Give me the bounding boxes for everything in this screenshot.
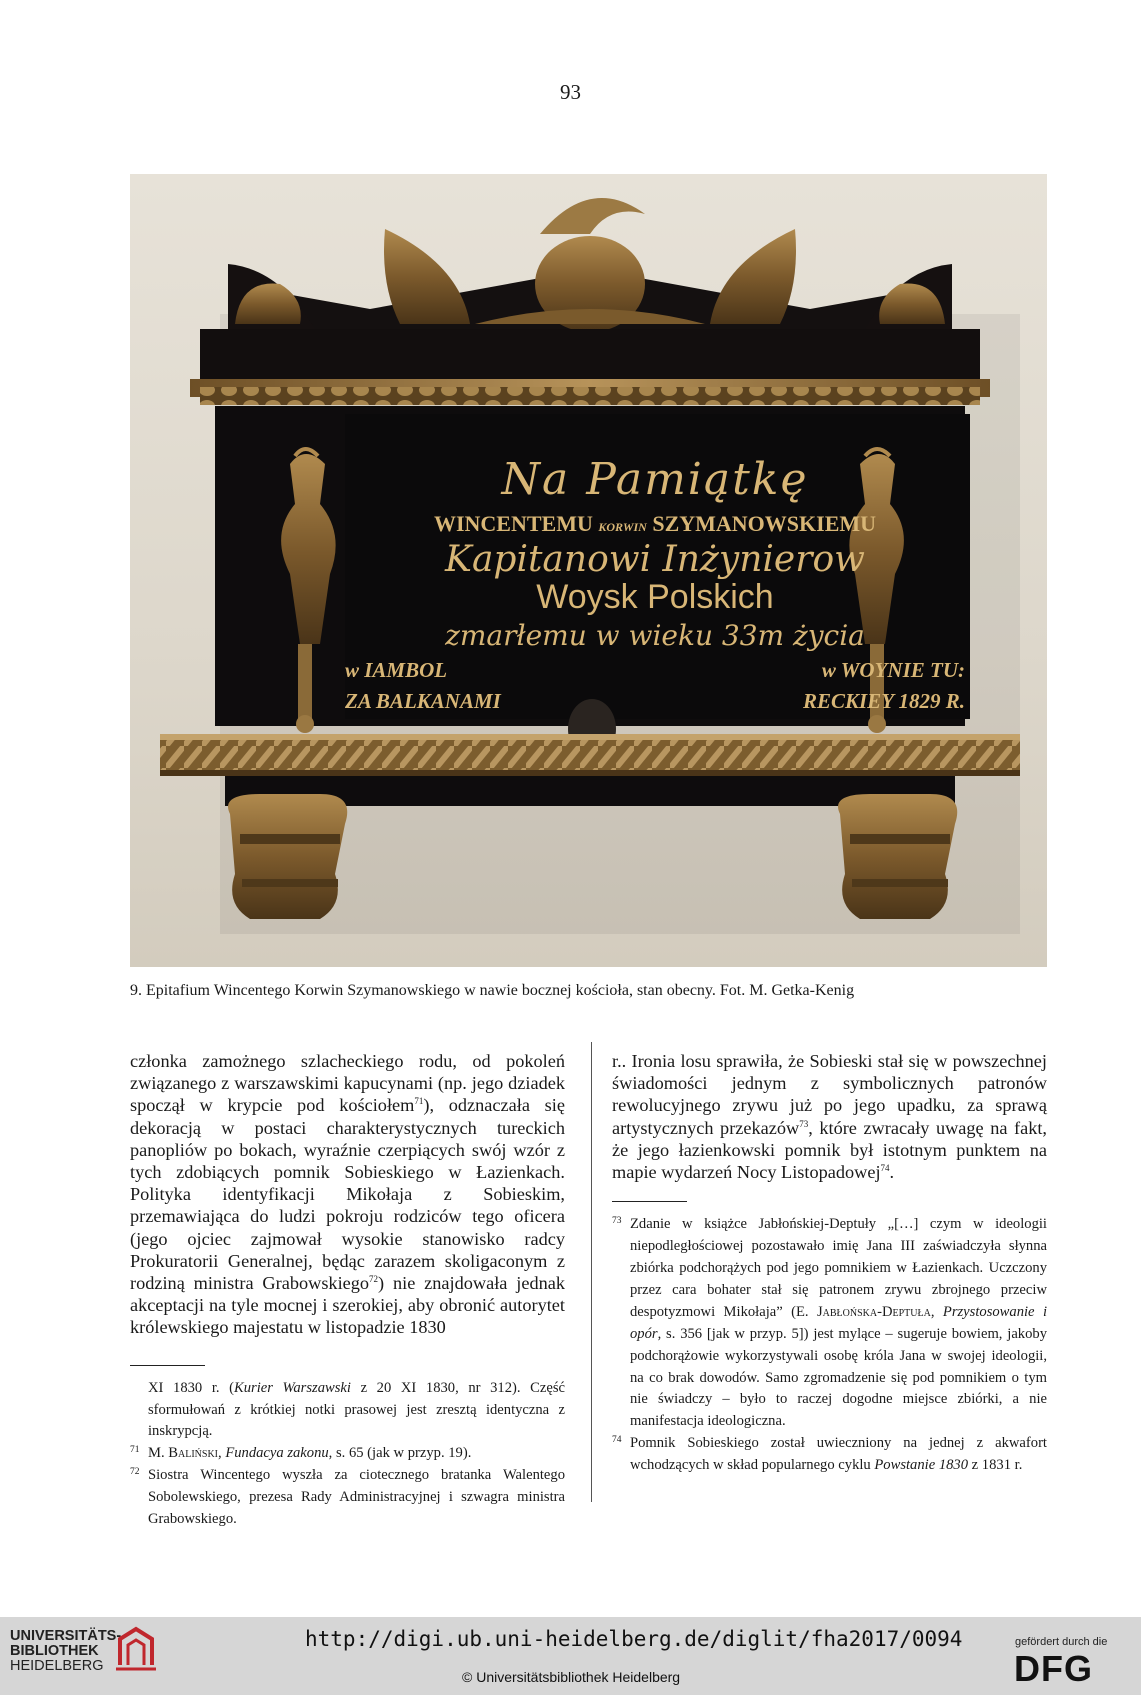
footnote-72: 72 Siostra Wincentego wyszła za ciotecznego bratanka Walentego Sobolewskiego, prezesa Rady Administracyjnej i szwagra ministra Grabowskiego.	[130, 1467, 565, 1528]
body-paragraph: r.. Ironia losu sprawiła, że Sobieski stał się w powszechnej świadomości jednym z symbolicznych patronów rewolucyjnego zrywu już po jego upadku, za sprawą artystycznych przekazów$^{73}$, które zwracały uwagę na fakt, że jego łazienkowski pomnik był istotnym punktem na mapie wydarzeń Nocy Listopadowej$^{74}$.	[612, 1051, 1047, 1183]
footer-bar	[0, 1617, 1141, 1695]
footnote-rule	[130, 1365, 205, 1366]
footnote-71: 71 M. Baliński, Fundacya zakonu, s. 65 (jak w przyp. 19).	[130, 1445, 472, 1462]
footnote-ref[interactable]: 74	[880, 1162, 890, 1173]
epitaph-photo	[130, 174, 1047, 967]
inscription-rank: Kapitanowi Inżynierow	[445, 539, 865, 580]
funding-label: gefördert durch die	[1015, 1636, 1108, 1648]
dfg-logo[interactable]: DFG	[1014, 1648, 1093, 1689]
copyright-text: © Universitätsbibliothek Heidelberg	[462, 1669, 681, 1685]
epitaph-inscription	[345, 454, 965, 714]
page-number: 93	[560, 80, 581, 104]
footnote-ref[interactable]: 71	[414, 1096, 424, 1107]
inscription-row-2: ZA BALKANAMI RECKIEY 1829 R.	[345, 689, 965, 713]
footnote-rule	[612, 1201, 687, 1202]
inscription-army: Woysk Polskich	[536, 578, 774, 616]
footnote-73: 73 Zdanie w książce Jabłońskiej-Deptuły „[…] czym w ideologii niepodległościowej pozostawało imię Jana III zaświadczyła słynna zbiórka podchorążych pod jego pomnikiem w Łazienkach. Uczczony przez cara bohater stał się patronem zrywu zbrojnego przeciw despotyzmowi Mikołaja” (E. Jabłońska-Deptuła, Przystosowanie i opór, s. 356 [jak w przyp. 5]) jest mylące – sugeruje bowiem, jakoby podchorążowie wykorzystywali osobę króla Jana w swojej ideologii, na co brak dowodów. Samo zgromadzenie się pod pomnikiem o tym nie świadczy – było to raczej dogodne miejsce zbiórki, a nie manifestacja ideologiczna.	[612, 1216, 1047, 1430]
left-column	[130, 1050, 565, 1531]
column-divider	[591, 1042, 592, 1502]
inscription-title: Na Pamiątkę	[501, 454, 809, 505]
footnote-ref[interactable]: 73	[799, 1118, 809, 1129]
inscription-row-1: w IAMBOL w WOYNIE TU:	[345, 658, 965, 682]
body-paragraph: członka zamożnego szlacheckiego rodu, od pokoleń związanego z warszawskimi kapucynami (np. jego dziadek spoczął w krypcie pod kościołem$^{71}$), odznaczała się dekoracją w postaci charakterystycznych tureckich panopliów po bokach, wyraźnie czerpiących swój wzór z tych zdobiących pomnik Sobieskiego w Łazienkach. Polityka identyfikacji Mikołaja z Sobieskim, przemawiająca do ludzi pokroju rodziców tego oficera (jego ojciec zajmował wysokie stanowisko radcy Prokuratorii Generalnej, będąc zarazem skoligaconym z rodziną ministra Grabowskiego$^{72}$) nie znajdowała jednak akceptacji na tyle mocnej i szerokiej, aby obronić autorytet królewskiego majestatu w listopadzie 1830	[130, 1051, 565, 1338]
source-url-link[interactable]: http://digi.ub.uni-heidelberg.de/diglit/fha2017/0094	[305, 1627, 963, 1651]
right-bracket	[838, 794, 957, 919]
right-column	[612, 1050, 1047, 1477]
inscription-name: WINCENTEMU KORWIN SZYMANOWSKIEMU	[433, 511, 877, 536]
inscription-age: zmarłemu w wieku 33m życia	[445, 619, 865, 652]
figure-caption: 9. Epitafium Wincentego Korwin Szymanowskiego w nawie bocznej kościoła, stan obecny. Fot. M. Getka-Kenig	[130, 982, 855, 999]
library-logo-icon	[114, 1625, 158, 1671]
footnote-ref[interactable]: 72	[369, 1273, 379, 1284]
left-bracket	[228, 794, 347, 919]
footnote-74: 74 Pomnik Sobieskiego został uwieczniony na jednej z akwafort wchodzących w skład popularnego cyklu Powstanie 1830 z 1831 r.	[612, 1435, 1047, 1474]
footnote-continued: XI 1830 r. (Kurier Warszawski z 20 XI 1830, nr 312). Część sformułowań z krótkiej notki prasowej jest zresztą identyczna z inskrypcją.	[148, 1379, 565, 1440]
university-library-logo[interactable]: UNIVERSITÄTS- BIBLIOTHEK HEIDELBERG	[10, 1628, 122, 1674]
